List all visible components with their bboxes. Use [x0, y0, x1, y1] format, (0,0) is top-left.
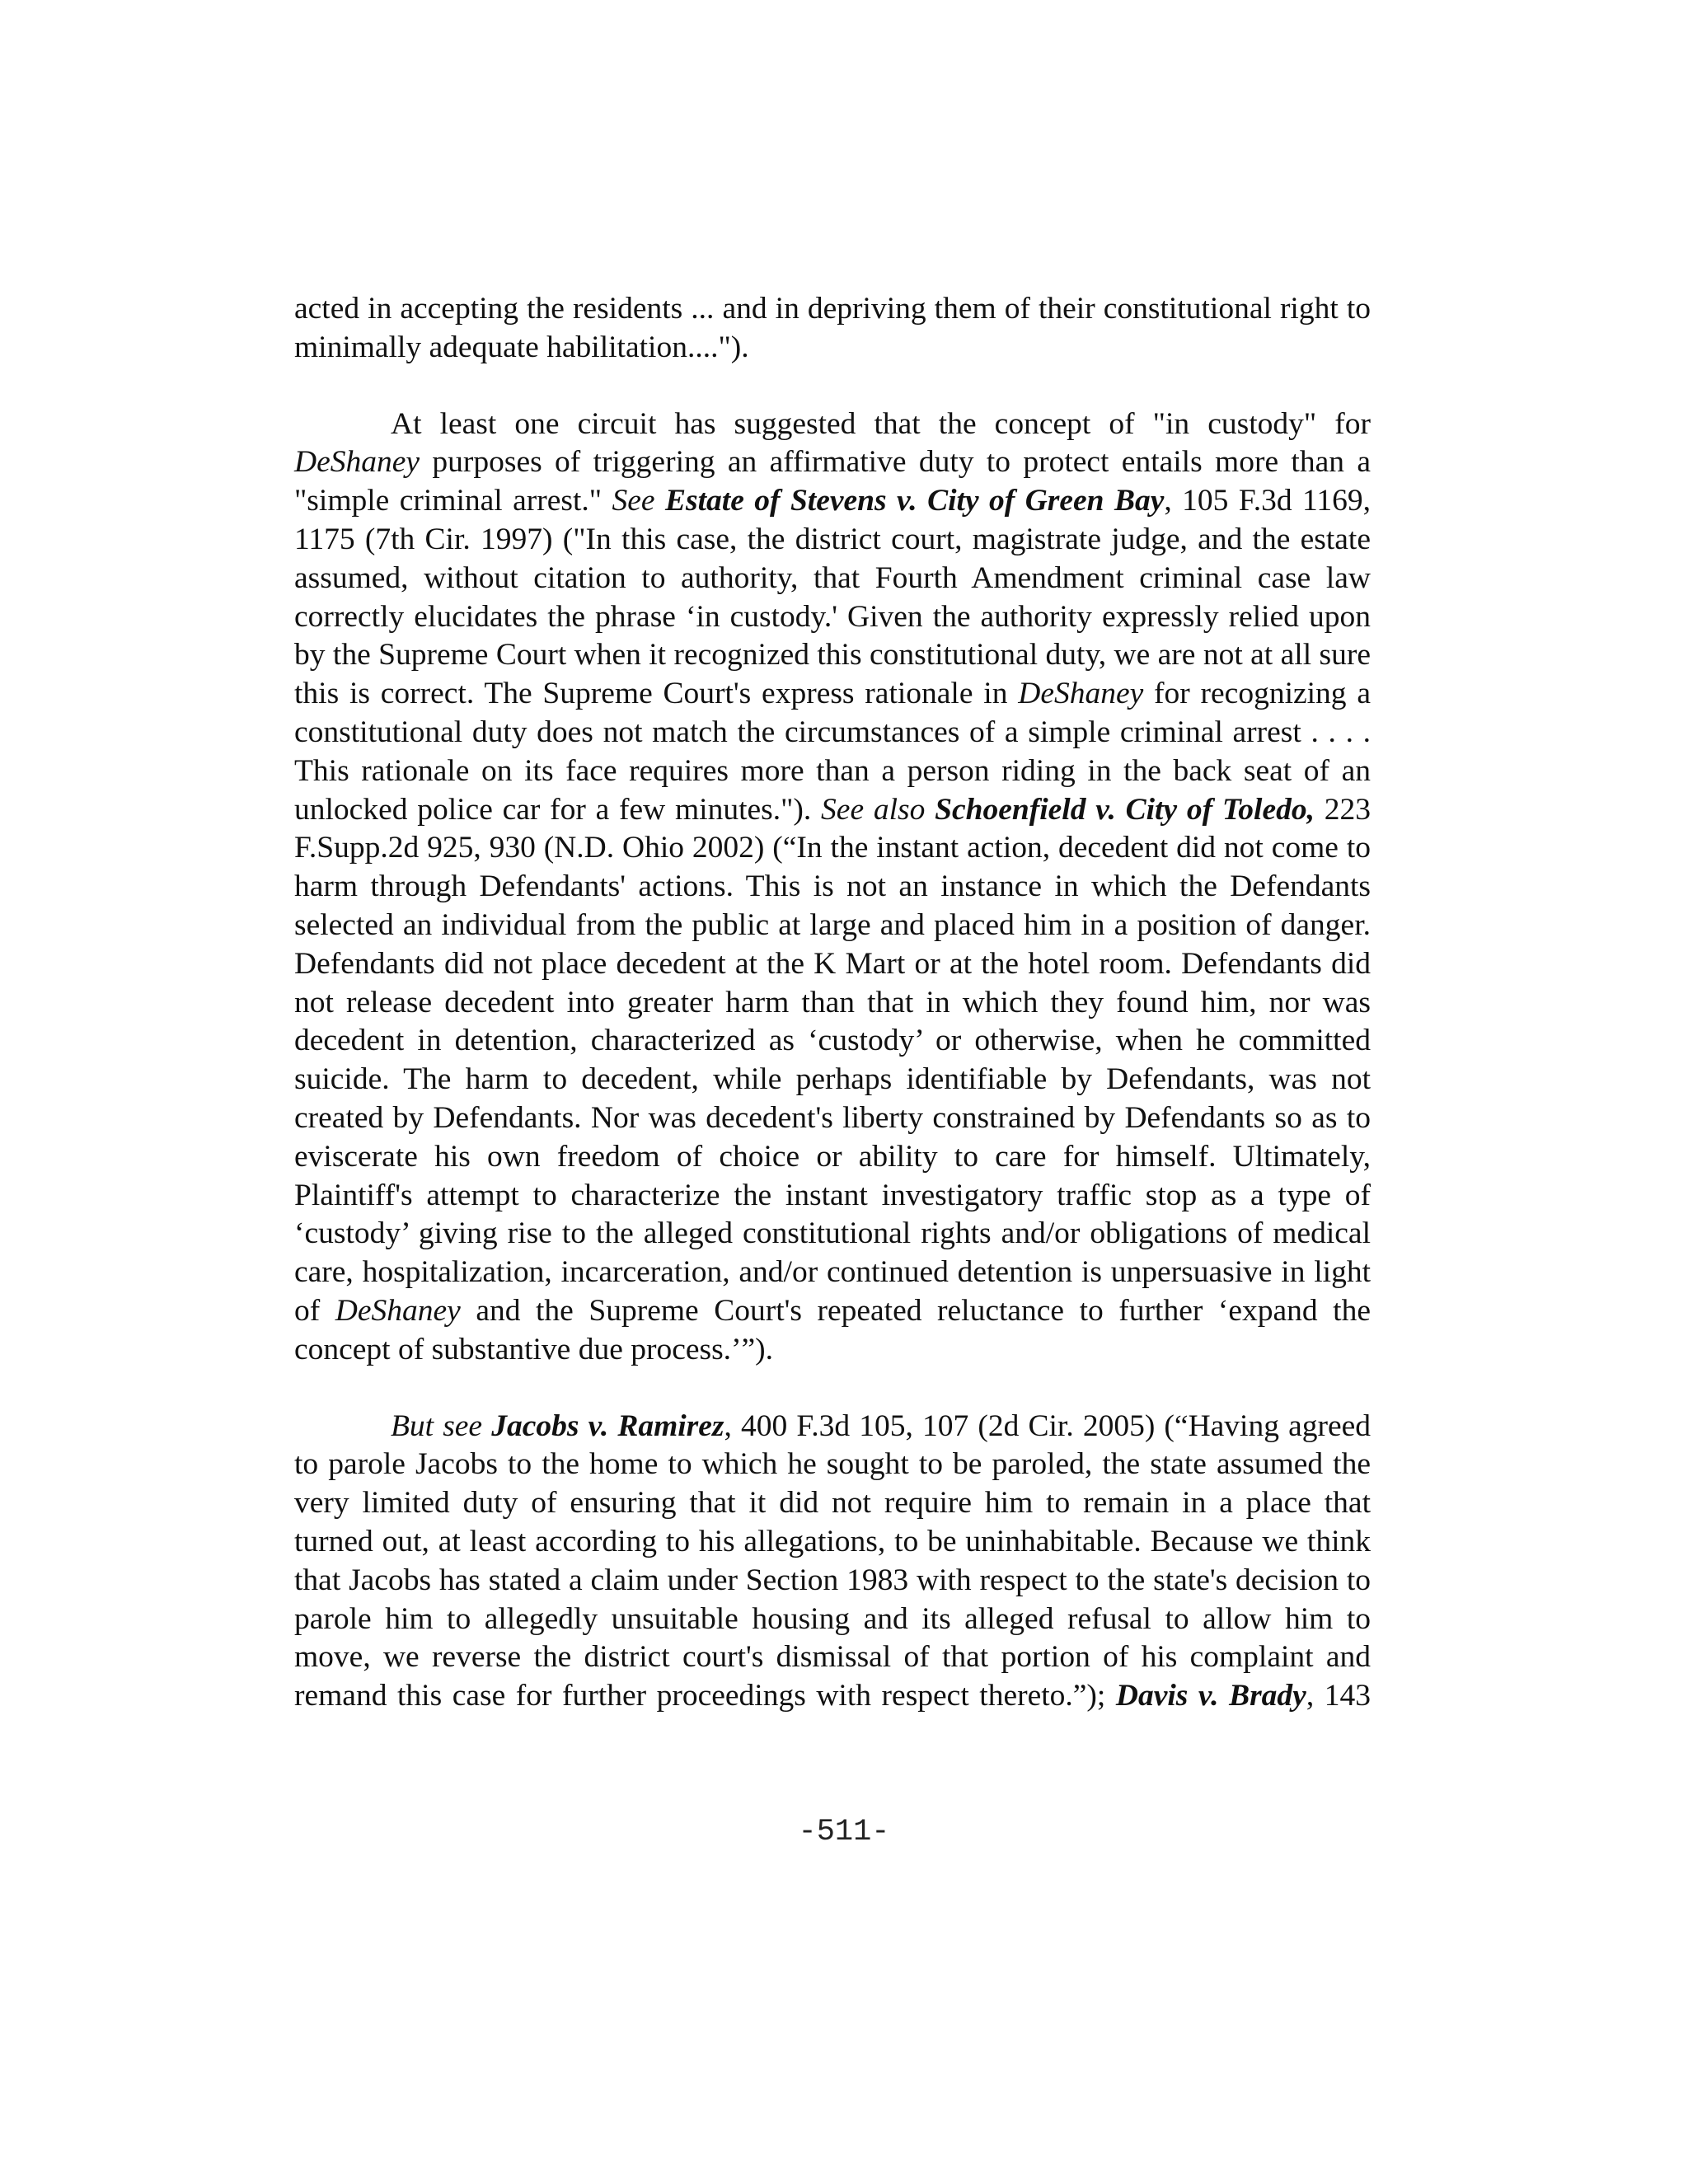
body-text: 223 F.Supp.2d 925, 930 (N.D. Ohio 2002) (“In the instant action, decedent did not come to harm through Defendants' actions. This is not an instance in which the Defendants selected an individual from the public at large and placed him in a position of danger. Defendants did not place decedent at the K Mart or at the hotel room. Defendants did not release decedent into greater harm than that in which they found him, nor was decedent in detention, characterized as ‘custody’ or otherwise, when he committed suicide. The harm to decedent, while perhaps identifiable by Defendants, was not created by Defendants. Nor was decedent's liberty constrained by Defendants so as to eviscerate his own freedom of choice or ability to care for himself. Ultimately, Plaintiff's attempt to characterize the instant investigatory traffic stop as a type of ‘custody’ giving rise to the alleged constitutional rights and/or obligations of medical care, hospitalization, incarceration, and/or continued detention is unpersuasive in light of — [294, 792, 1372, 1328]
italic-text: DeShaney — [335, 1293, 461, 1328]
case-citation: Jacobs v. Ramirez — [491, 1408, 724, 1443]
case-citation: Davis v. Brady — [1115, 1679, 1306, 1713]
body-text — [925, 793, 935, 827]
case-citation: Estate of Stevens v. City of Green Bay — [665, 484, 1165, 518]
body-text — [482, 1409, 491, 1443]
body-text: and the Supreme Court's repeated reluctance to further ‘expand the concept of substantive due process.’”). — [294, 1293, 1371, 1366]
italic-text: See also — [821, 792, 926, 827]
italic-text: See — [612, 484, 655, 518]
body-text — [655, 484, 665, 518]
paragraph-in-custody-discussion — [294, 405, 1371, 1370]
paragraph-continuation — [294, 290, 1371, 368]
body-text: At least one circuit has suggested that the concept of "in custody" for — [391, 406, 1371, 441]
italic-text: DeShaney — [294, 445, 420, 480]
document-page — [294, 290, 1371, 1716]
case-citation: Schoenfield v. City of Toledo, — [935, 792, 1315, 827]
page-number: -511- — [798, 1815, 890, 1849]
body-text: , 400 F.3d 105, 107 (2d Cir. 2005) (“Having agreed to parole Jacobs to the home to which he sought to be paroled, the state assumed the very limited duty of ensuring that it did not require him to remain in a place that turned out, at least according to his allegations, to be uninhabitable. Because we think that Jacobs has stated a claim under Section 1983 with respect to the state's decision to parole him to allegedly unsuitable housing and its alleged refusal to allow him to move, we reverse the district court's dismissal of that portion of his complaint and remand this case for further proceedings with respect thereto.”); — [294, 1408, 1372, 1713]
body-text: acted in accepting the residents ... and in depriving them of their constitutional right to minimally adequate habilitation...."). — [294, 292, 1371, 364]
body-text: , 105 F.3d 1169, 1175 (7th Cir. 1997) ("In this case, the district court, magistrate judge, and the estate assumed, without citation to authority, that Fourth Amendment criminal case law correctly elucidates the phrase ‘in custody.' Given the authority expressly relied upon by the Supreme Court when it recognized this constitutional duty, we are not at all sure this is correct. The Supreme Court's express rationale in — [294, 484, 1371, 711]
body-text: purposes of triggering an affirmative duty to protect entails more than a "simple criminal arrest." — [294, 445, 1371, 518]
italic-text: But see — [391, 1408, 483, 1443]
paragraph-but-see — [294, 1408, 1371, 1716]
body-text: for recognizing a constitutional duty does not match the circumstances of a simple criminal arrest . . . . This rationale on its face requires more than a person riding in the back seat of an unlocked police car for a few minutes."). — [294, 677, 1371, 827]
body-text: , 143 — [1306, 1679, 1371, 1713]
italic-text: DeShaney — [1018, 677, 1144, 711]
